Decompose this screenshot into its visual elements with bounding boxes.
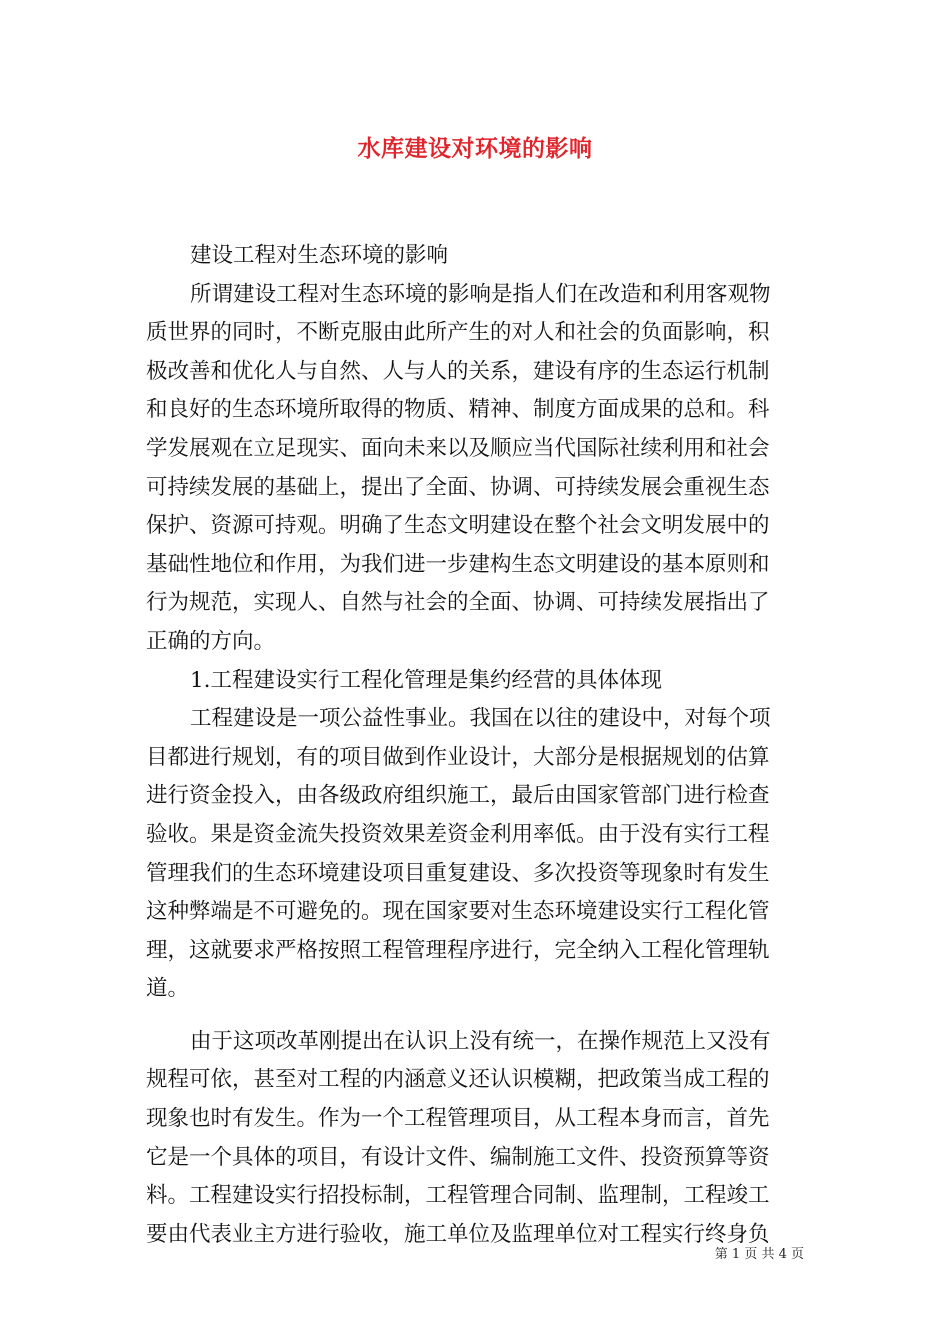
- paragraph-line: 进行资金投入，由各级政府组织施工，最后由国家管部门进行检查: [146, 783, 770, 809]
- paragraph-line: 理，这就要求严格按照工程管理程序进行，完全纳入工程化管理轨: [146, 937, 770, 963]
- paragraph-spacer: [146, 1009, 810, 1023]
- paragraph-line: 正确的方向。: [146, 628, 276, 654]
- page-number-footer: 第 1 页 共 4 页: [714, 1247, 804, 1262]
- paragraph-line: 极改善和优化人与自然、人与人的关系，建设有序的生态运行机制: [146, 358, 770, 384]
- document-title: 水库建设对环境的影响: [357, 136, 593, 162]
- paragraph-line: 行为规范，实现人、自然与社会的全面、协调、可持续发展指出了: [146, 590, 770, 616]
- paragraph-line: 目都进行规划，有的项目做到作业设计，大部分是根据规划的估算: [146, 744, 770, 770]
- paragraph-line: 验收。果是资金流失投资效果差资金利用率低。由于没有实行工程: [146, 821, 770, 847]
- paragraph-line: 要由代表业主方进行验收，施工单位及监理单位对工程实行终身负: [146, 1221, 770, 1247]
- document-body: [146, 237, 810, 1254]
- paragraph-line: 工程建设是一项公益性事业。我国在以往的建设中，对每个项: [190, 706, 771, 732]
- paragraph-line: 保护、资源可持观。明确了生态文明建设在整个社会文明发展中的: [146, 513, 770, 539]
- paragraph-line: 这种弊端是不可避免的。现在国家要对生态环境建设实行工程化管: [146, 899, 770, 925]
- section-heading: 1.工程建设实行工程化管理是集约经营的具体体现: [190, 667, 663, 693]
- paragraph-line: 料。工程建设实行招投标制，工程管理合同制、监理制，工程竣工: [146, 1183, 770, 1209]
- paragraph-line: 规程可依，甚至对工程的内涵意义还认识模糊，把政策当成工程的: [146, 1067, 770, 1093]
- paragraph-line: 质世界的同时，不断克服由此所产生的对人和社会的负面影响，积: [146, 320, 770, 346]
- paragraph-line: 学发展观在立足现实、面向未来以及顺应当代国际社续利用和社会: [146, 435, 770, 461]
- paragraph-line: 道。: [146, 976, 190, 1002]
- section-heading: 建设工程对生态环境的影响: [190, 243, 449, 268]
- paragraph-line: 现象也时有发生。作为一个工程管理项目，从工程本身而言，首先: [146, 1106, 770, 1132]
- paragraph-line: 基础性地位和作用，为我们进一步建构生态文明建设的基本原则和: [146, 551, 770, 577]
- paragraph-line: 管理我们的生态环境建设项目重复建设、多次投资等现象时有发生: [146, 860, 770, 886]
- paragraph-line: 它是一个具体的项目，有设计文件、编制施工文件、投资预算等资: [146, 1144, 770, 1170]
- paragraph-line: 可持续发展的基础上，提出了全面、协调、可持续发展会重视生态: [146, 474, 770, 500]
- paragraph-line: 由于这项改革刚提出在认识上没有统一，在操作规范上又没有: [190, 1028, 771, 1054]
- paragraph-line: 所谓建设工程对生态环境的影响是指人们在改造和利用客观物: [190, 281, 771, 307]
- paragraph-line: 和良好的生态环境所取得的物质、精神、制度方面成果的总和。科: [146, 397, 770, 423]
